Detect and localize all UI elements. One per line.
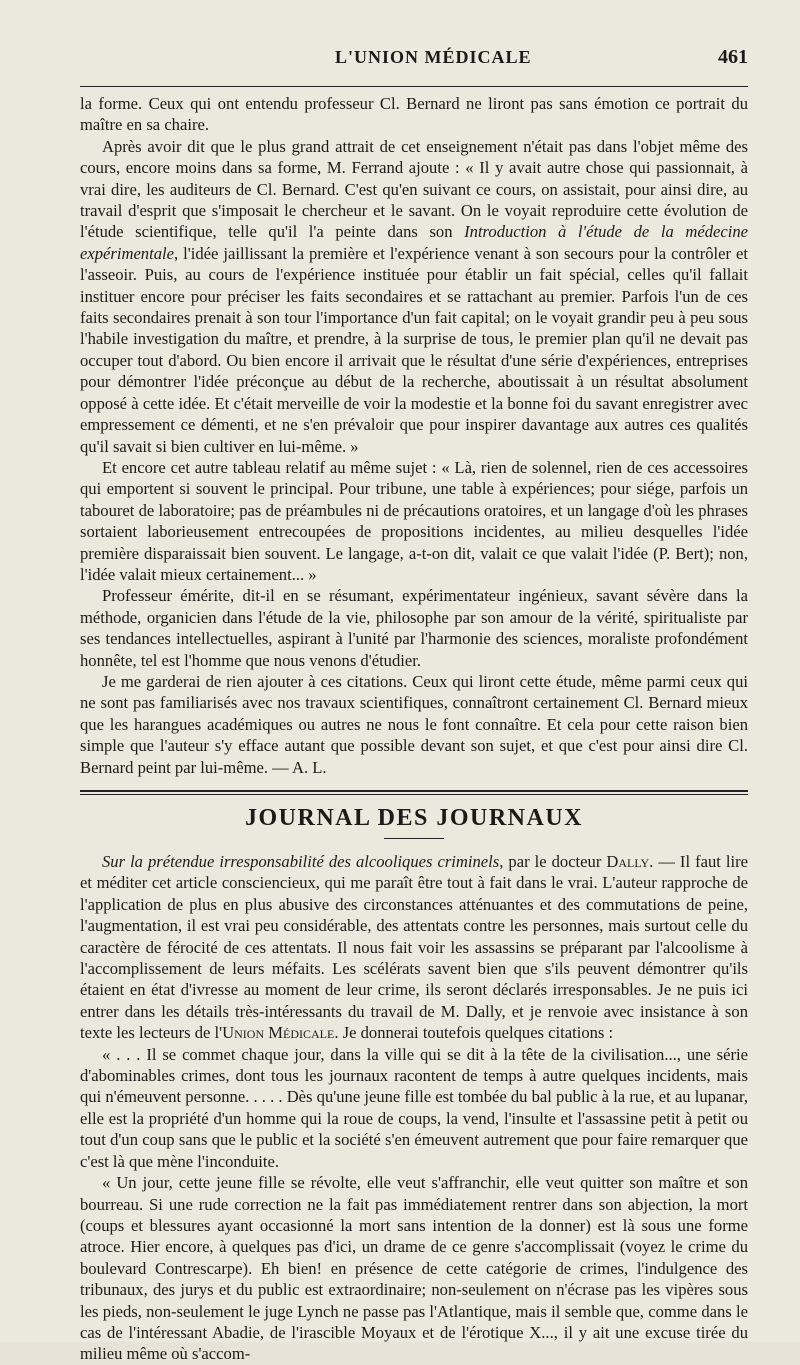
header-rule [80,86,748,87]
section-divider [80,790,748,795]
paragraph: Et encore cet autre tableau relatif au même sujet : « Là, rien de solennel, rien de ces accessoires qui emportent si souvent le principal. Pour tribune, une table à expériences; pour siége, parfois un tabouret de laboratoire; pas de préambules ni de précautions oratoires, et un langage d'où les phrases sortaient laborieusement entrecoupées de propositions incidentes, au milieu desquelles l'idée première disparaissait bien souvent. Le langage, a-t-on dit, valait ce que valait l'idée (P. Bert); non, l'idée valait mieux certainement... » [80,457,748,584]
text-run: . Je donnerai toutefois quelques citations : [334,1023,614,1043]
text-run: , l'idée jaillissant la première et l'expérience venant à son secours pour la contrôler et l'asseoir. Puis, au cours de l'expérience instituée pour établir un fait spécial, celles qu'il fallait instituer encore pour préciser les faits secondaires et se rattachant au premier. Parfois l'un de ces faits secondaires prenait à son tour l'importance d'un fait capital; on le voyait grandir peu à peu sous l'habile investigation du maître, et prendre, à la surprise de tous, le premier plan qu'il ne devait pas occuper tout d'abord. Ou bien encore il arrivait que le résultat d'une série d'expériences, entreprises pour démontrer l'idée préconçue au début de la recherche, aboutissait à un résultat absolument opposé à cette idée. Et c'était merveille de voir la modestie et la bonne foi du savant enregistrer avec empressement ce démenti, et ne s'en prévaloir que pour inspirer davantage aux autres ces qualités qu'il savait si bien cultiver en lui-même. » [80,243,748,456]
text-run: . — Il faut lire et méditer cet article consciencieux, qui me paraît être tout à fait dans le vrai. L'auteur rapproche de l'application de plus en plus abusive des circonstances atténuantes et des commutations de peine, l'augmentation, il est vrai peu considérable, des attentats contre les personnes, mais surtout celle du caractère de férocité de ces attentats. Il nous fait voir les assassins se préparant par l'alcoolisme à l'accomplissement de leurs méfaits. Les scélérats savent bien que s'ils peuvent démontrer qu'ils étaient en état d'ivresse au moment de leur crime, ils seront déclarés irresponsables. Je ne puis ici entrer dans les détails très-intéressants du travail de M. Dally, et je renvoie avec insistance à son texte les lecteurs de l' [80,852,748,1043]
running-title: L'UNION MÉDICALE [335,47,532,67]
paragraph: Je me garderai de rien ajouter à ces citations. Ceux qui liront cette étude, même parmi ceux qui ne sont pas familiarisés avec nos travaux scientifiques, connaîtront certainement Cl. Bernard mieux que les harangues académiques ou autres ne nous le font connaître. Et cela pour cette raison bien simple que l'auteur s'y efface autant que possible devant son sujet, et que c'est pour ainsi dire Cl. Bernard peint par lui-même. — A. L. [80,671,748,777]
section-body [80,851,748,1365]
page-number: 461 [718,46,748,68]
paragraph [80,851,748,1044]
author-name: Dally [606,852,650,871]
journal-name: Union Médicale [222,1023,335,1043]
paragraph [80,136,748,457]
paragraph: « Un jour, cette jeune fille se révolte, elle veut s'affranchir, elle veut quitter son maître et son bourreau. Si une rude correction ne la fait pas immédiatement rentrer dans son abjection, la mort (coups et blessures ayant occasionné la mort sans intention de la donner) est là sous une forme atroce. Hier encore, à quelques pas d'ici, un drame de ce genre s'accomplissait (voyez le crime du boulevard Contrescarpe). Eh bien! en présence de cette catégorie de crimes, l'indulgence des tribunaux, des jurys et du public est extraordinaire; non-seulement on n'écrase pas les vipères sous les pieds, non-seulement le juge Lynch ne passe pas l'Atlantique, mais il semble que, comme dans le cas de l'intéressant Abadie, de l'irascible Moyaux et de l'érotique X..., il y ait une excuse tirée du milieu même où s'accom- [80,1173,748,1364]
paragraph: la forme. Ceux qui ont entendu professeur Cl. Bernard ne liront pas sans émotion ce portrait du maître en sa chaire. [80,94,748,135]
text-run: , par le docteur [499,852,607,871]
paragraph: « . . . Il se commet chaque jour, dans la ville qui se dit à la tête de la civilisation..., une série d'abominables crimes, dont tous les journaux racontent de temps à autre quelques incidents, mais qui n'émeuvent personne. . . . . Dès qu'une jeune fille est tombée du bal public à la rue, et au lupanar, elle est la propriété d'un homme qui la roue de coups, la vend, l'insulte et l'assassine petit à petit ou tout d'un coup sans que le public et la société s'en émeuvent autrement que pour faire remarquer que c'est là que mène l'inconduite. [80,1044,748,1171]
title-underline [384,838,444,839]
article-title: Sur la prétendue irresponsabilité des alcooliques criminels [102,852,500,871]
article-end [80,93,748,778]
running-header [80,46,748,76]
text-run: Après avoir dit que le plus grand attrait de cet enseignement n'était pas dans l'objet même des cours, encore moins dans sa forme, M. Ferrand ajoute : « Il y avait autre chose qui passionnait, à vrai dire, les auditeurs de Cl. Bernard. C'est qu'en suivant ce cours, on assistait, pour ainsi dire, au travail d'esprit que s'imposait le chercheur et le savant. On le voyait reproduire cette évolution de l'étude scientifique, telle qu'il l'a peinte dans son [80,136,748,242]
section-title: JOURNAL DES JOURNAUX [244,805,584,831]
paragraph: Professeur émérite, dit-il en se résumant, expérimentateur ingénieux, savant sévère dans la méthode, organicien dans l'étude de la vie, philosophe par son amour de la vérité, spiritualiste par ses tendances intellectuelles, aspirant à l'unité par l'harmonie des sciences, moraliste profondément honnête, tel est l'homme que nous venons d'étudier. [80,586,748,670]
book-title: Introduction à l'étude de la médecine expérimentale [80,222,749,263]
